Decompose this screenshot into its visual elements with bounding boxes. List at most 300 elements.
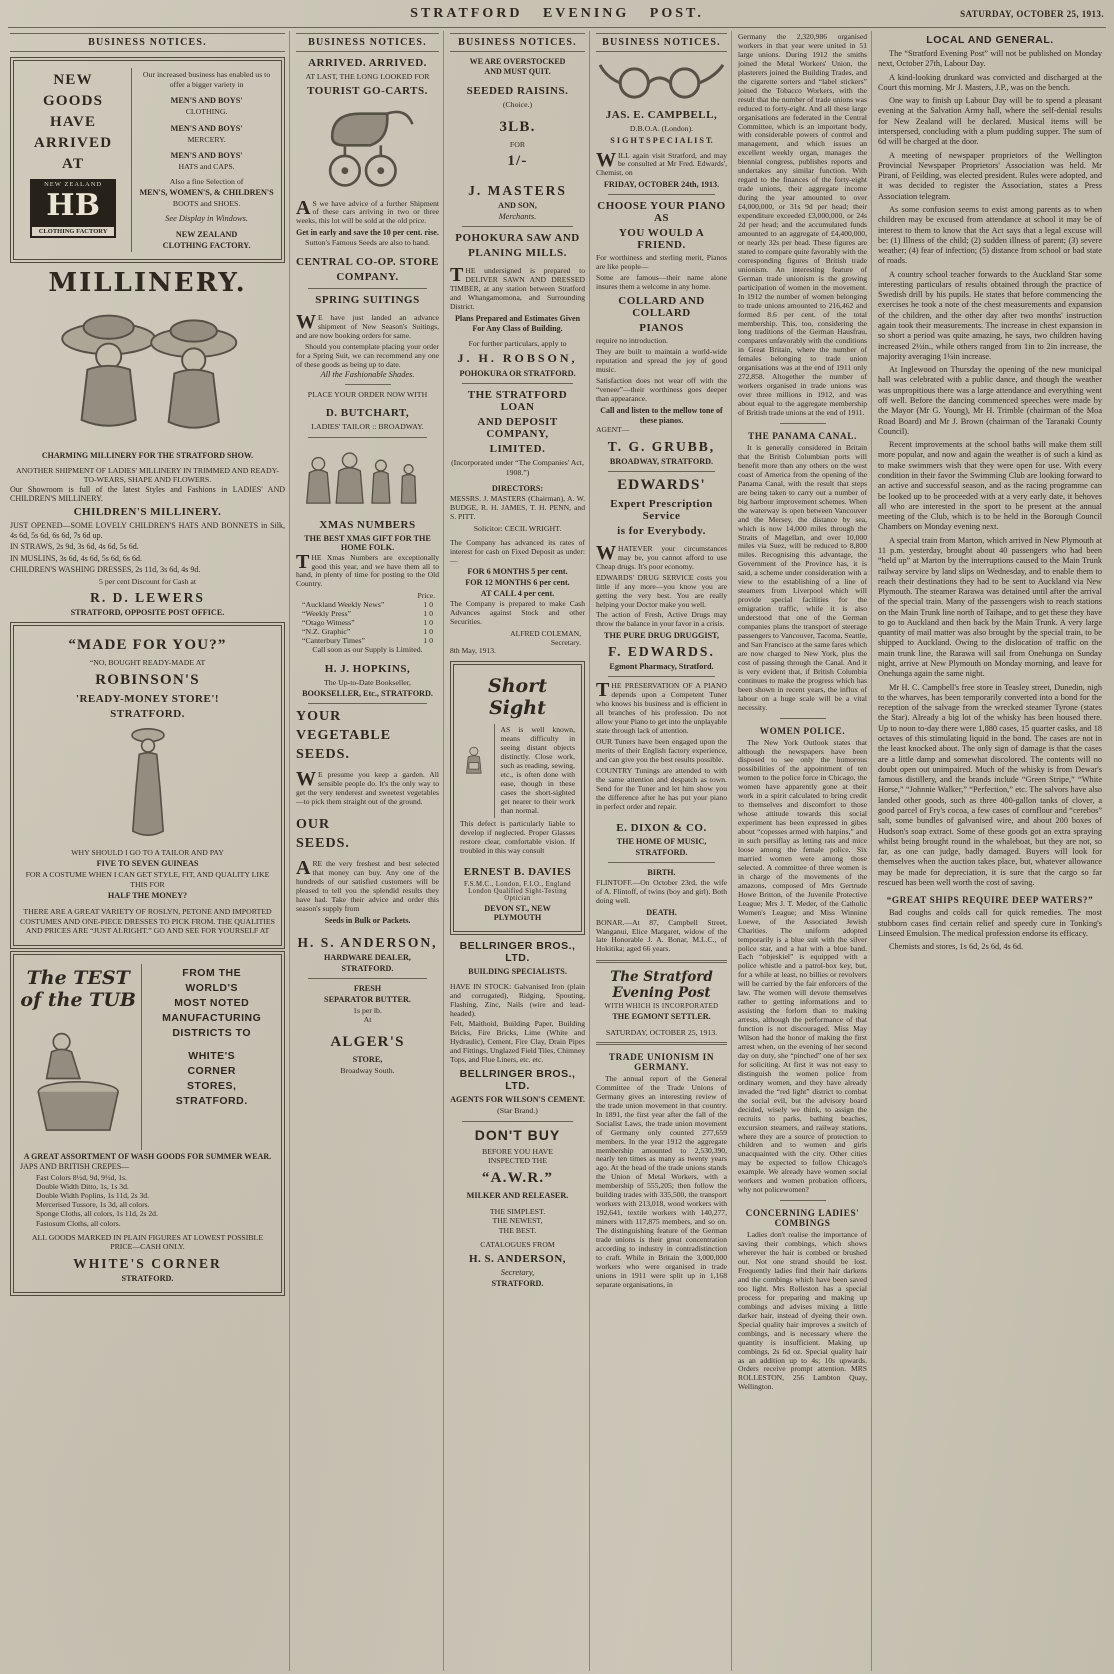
paragraph: AT LAST, THE LONG LOOKED FOR xyxy=(305,72,430,81)
paragraph: Double Width Poplins, 1s 11d, 2s 3d. xyxy=(36,1191,149,1201)
paragraph: A kind-looking drunkard was convicted and discharged at the Court this morning. Mr J. Masters, J.P., was on the bench. xyxy=(878,72,1102,92)
paragraph: THE NEWEST, xyxy=(492,1216,543,1226)
headline: Expert Prescription Service xyxy=(610,497,713,522)
price-value: 1 0 xyxy=(423,618,433,628)
ad-pane-right xyxy=(501,724,576,818)
headline: H. S. ANDERSON, xyxy=(297,934,438,950)
headline: is for Everybody. xyxy=(617,524,706,537)
ad-edwards-pharmacy xyxy=(596,477,727,672)
headline: FIVE TO SEVEN GUINEAS xyxy=(96,859,199,869)
headline: BROADWAY, STRATFORD. xyxy=(609,456,714,466)
paragraph: London Qualified Sight-Testing Optician xyxy=(468,887,567,902)
headline: D. BUTCHART, xyxy=(325,407,410,420)
paragraph: SATURDAY, OCTOBER 25, 1913. xyxy=(605,1028,718,1038)
paragraph: Sponge Cloths, all colors, 1s 11d, 2s 2d. xyxy=(36,1209,158,1219)
paragraph: F.S.M.C., London, F.I.O., England xyxy=(463,880,572,888)
logo-text: HB xyxy=(30,188,116,225)
ad-dixon-tuning xyxy=(596,679,727,857)
price-name: “Auckland Weekly News” xyxy=(302,600,385,610)
spectacles-illustration xyxy=(596,57,727,105)
paragraph: They are built to maintain a world-wide reputation and spread the joy of good music. xyxy=(596,347,727,375)
price-value: 1 0 xyxy=(423,636,433,646)
ad-tourist-gocarts-copy xyxy=(296,196,439,283)
headline: MILLINERY. xyxy=(48,267,247,298)
paragraph: PLACE YOUR ORDER NOW WITH xyxy=(307,389,428,399)
paragraph: THERE ARE A GREAT VARIETY OF ROSLYN, PETONE AND IMPORTED COSTUMES AND ONE-PIECE DRESSES TO PICK FROM. THE QUALITIES AND PRICES ARE “JUST ALRIGHT.” GO AND SEE FOR YOURSELF AT xyxy=(20,907,275,936)
paper-title: STRATFORD EVENING POST. xyxy=(410,6,704,21)
headline: STRATFORD, OPPOSITE POST OFFICE. xyxy=(70,608,225,618)
headline: H. S. ANDERSON, xyxy=(468,1252,567,1265)
headline: COLLARD AND COLLARD xyxy=(618,295,705,320)
logo-text: NEW ZEALAND xyxy=(30,179,116,188)
paragraph: EDWARDS' DRUG SERVICE costs you little if any more—you know you are getting the very best. You are really helping your Doctor make you well. xyxy=(596,572,727,609)
headline: DEATH. xyxy=(646,907,677,917)
tub-top xyxy=(20,964,275,1150)
price-value: 1 0 xyxy=(423,600,433,610)
spacer xyxy=(450,110,585,115)
divider-rule xyxy=(608,862,715,863)
paragraph: This defect is particularly liable to develop if neglected. Proper Glasses restore clear, comfortable vision. If troubled in this way consult xyxy=(460,818,575,855)
ad-spring-suitings xyxy=(296,294,439,379)
paragraph: FOR xyxy=(509,139,526,149)
headline: THE HOME OF MUSIC, xyxy=(616,836,707,846)
paragraph: WHATEVER your circumstances may be, you cannot afford to use Cheap drugs. It's poor economy. xyxy=(596,541,727,571)
article-ladies-combings xyxy=(738,1208,867,1392)
headline: MEN'S AND BOYS' xyxy=(170,123,243,133)
short-sight-body xyxy=(460,724,575,818)
headline: STORE, xyxy=(352,1054,383,1064)
headline: CLOTHING FACTORY. xyxy=(162,240,251,250)
paragraph: (Star Brand.) xyxy=(497,1106,538,1116)
paragraph: Get in early and save the 10 per cent. rise. xyxy=(296,228,439,238)
paragraph: FOR A COSTUME WHEN I CAN GET STYLE, FIT, AND QUALITY LIKE THIS FOR xyxy=(25,870,270,889)
paragraph: THE PRESERVATION OF A PIANO depends upon a Competent Tuner who knows his business and is efficient in all branches of his profession. Do not allow your Piano to get into the unplayable state through lack of attention. xyxy=(596,679,727,736)
headline: MEN'S AND BOYS' xyxy=(170,96,243,105)
whites-copy xyxy=(20,1152,275,1283)
divider-rule xyxy=(308,978,427,979)
headline: AND DEPOSIT COMPANY, xyxy=(477,416,558,441)
headline: THE EGMONT SETTLER. xyxy=(612,1012,711,1022)
price-name: “N.Z. Graphic” xyxy=(302,627,351,637)
headline: BELLRINGER BROS., LTD. xyxy=(459,1068,576,1093)
headline: HARDWARE DEALER, xyxy=(324,952,411,962)
headline: STRATFORD. xyxy=(341,963,394,973)
spacer xyxy=(596,814,727,819)
divider-rule xyxy=(608,194,715,195)
headline: Egmont Pharmacy, Stratford. xyxy=(609,662,714,672)
paragraph: Some are famous—their name alone insures them a welcome in any home. xyxy=(596,273,727,292)
price-value: 1 0 xyxy=(423,627,433,637)
headline: SEEDED RAISINS. xyxy=(466,85,569,97)
spacer xyxy=(296,655,439,660)
headline: NEW xyxy=(53,72,93,88)
ad-nz-clothing-factory xyxy=(13,60,282,260)
spacer xyxy=(296,809,439,814)
paragraph: 5 per cent Discount for Cash at xyxy=(98,576,196,586)
spacer xyxy=(450,477,585,482)
paragraph: At xyxy=(363,1015,372,1025)
clothing-list xyxy=(138,70,275,250)
headline: ARRIVED xyxy=(33,135,113,151)
headline: 1/- xyxy=(507,153,528,169)
headline: “MADE FOR YOU?” xyxy=(68,637,227,654)
paragraph: A meeting of newspaper proprietors of the Wellington Provincial Newspaper Proprietors' Association was held. Mr Pirani, of Feilding, was elected president. Rules were adopted, and it was decided to register the Association, states a Press Association telegram. xyxy=(878,150,1102,201)
divider-rule xyxy=(608,676,715,677)
paragraph: Solicitor: CECIL WRIGHT. xyxy=(473,524,562,534)
headline: SPRING SUITINGS xyxy=(315,293,420,306)
paragraph: CHARMING MILLINERY FOR THE STRATFORD SHOW. xyxy=(41,450,254,460)
headline: WHITE'S xyxy=(188,1049,236,1062)
headline: PLANING MILLS. xyxy=(468,247,567,259)
headline: HALF THE MONEY? xyxy=(107,891,188,901)
ad-great-ships xyxy=(878,895,1102,952)
short-sight-headline xyxy=(460,675,575,719)
business-notices-header xyxy=(10,33,285,52)
paragraph: One way to finish up Labour Day will be to spend a pleasant evening at the Salvation Army hall, where the self-denial results for New Zealand will be declared. Musical items will be interspersed, concluding with a plum pudding supper. The sum of 6d will be charged at the door. xyxy=(878,96,1102,147)
headline: TOURIST GO-CARTS. xyxy=(307,84,428,97)
headline: STRATFORD. xyxy=(121,1273,174,1283)
headline: BUILDING SPECIALISTS. xyxy=(468,966,567,976)
paragraph: WE presume you keep a garden. All sensible people do. It's the only way to get the very tenderest and sweetest vegetables—to pick them straight out of the ground. xyxy=(296,768,439,807)
section-header: BUSINESS NOTICES. xyxy=(596,33,727,52)
divider-rule xyxy=(780,718,826,719)
paragraph: IN MUSLINS, 3s 6d, 4s 6d, 5s 6d, 6s 6d. xyxy=(10,553,143,563)
paragraph: Plans Prepared and Estimates Given For Any Class of Building. xyxy=(454,313,581,333)
ad-grubb-pianos xyxy=(596,200,727,465)
headline: FOR 12 MONTHS 6 per cent. xyxy=(465,578,570,588)
ad-butchart xyxy=(296,390,439,432)
paragraph: ARE the very freshest and best selected that money can buy. Any one of the hundreds of our satisfied customers will be pleased to tell you the splendid results they have had. Take their advice and order this season's supply from xyxy=(296,857,439,913)
ad-pohokura-mills xyxy=(450,232,585,378)
paragraph: Should you contemplate placing your order for a Spring Suit, we can recommend any one of these goods as being up to date. xyxy=(296,341,439,369)
headline: LOCAL AND GENERAL. xyxy=(926,34,1054,46)
headline: E. DIXON & CO. xyxy=(616,821,707,834)
headline: GOODS xyxy=(43,93,104,109)
divider-rule xyxy=(462,383,573,384)
short-sight-copy-top xyxy=(501,726,576,816)
section-header: BUSINESS NOTICES. xyxy=(10,33,285,52)
headline: WORLD'S xyxy=(185,981,239,994)
paragraph: OUR Tuners have been engaged upon the merits of their English factory experience, and can give you the best results possible. xyxy=(596,737,727,764)
price-row xyxy=(296,609,439,618)
paragraph: Chemists and stores, 1s 6d, 2s 6d, 4s 6d. xyxy=(889,942,1024,952)
paragraph: Call soon as our Supply is Limited. xyxy=(312,645,423,655)
price-value: 1 0 xyxy=(423,609,433,619)
spacer xyxy=(460,858,575,863)
headline: STRATFORD. xyxy=(635,847,688,857)
logo-text: CLOTHING FACTORY xyxy=(30,225,116,238)
headline: The Stratford Evening Post xyxy=(610,969,713,1002)
paragraph: WITH WHICH IS INCORPORATED xyxy=(604,1003,719,1011)
paragraph: Fastosum Cloths, all colors. xyxy=(36,1218,121,1228)
paragraph: JAPS AND BRITISH CREPES— xyxy=(20,1161,130,1171)
headline: THE BEST XMAS GIFT FOR THE HOME FOLK. xyxy=(304,533,431,552)
divider-rule xyxy=(462,226,573,227)
paragraph: MESSRS. J. MASTERS (Chairman), A. W. BUDGE, R. H. JAMES, T. H. PENN, and S. PITT. xyxy=(450,494,585,522)
article-trade-unionism xyxy=(596,1052,727,1290)
headline: ALGER'S xyxy=(330,1033,405,1050)
spacer xyxy=(138,117,275,122)
price-row xyxy=(296,627,439,636)
ad-bellringer-cement xyxy=(450,1068,585,1116)
paragraph: Call and listen to the mellow tone of these pianos. xyxy=(600,405,723,425)
price-name: “Weekly Press” xyxy=(302,609,351,619)
headline: ARRIVED. ARRIVED. xyxy=(308,57,427,69)
headline: BOOKSELLER, Etc., STRATFORD. xyxy=(302,689,433,699)
reader-illustration xyxy=(460,728,489,794)
column-1 xyxy=(8,31,290,1671)
headline: ROBINSON'S xyxy=(95,671,200,688)
headline: R. D. LEWERS xyxy=(90,590,205,606)
paragraph: HATS and CAPS. xyxy=(178,162,235,171)
headline: “A.W.R.” xyxy=(481,1169,554,1186)
paragraph: As some confusion seems to exist among parents as to when children may be excused from attendance at school it may be of interest to them to know that the Act says that a legal excuse will be: (1) Illness of the child; (2) sudden illness of parent; (3) severe weather; (4) fear of infection; (5) distance from school or bad state of roads. xyxy=(878,204,1102,266)
paragraph: AGENT— xyxy=(596,424,630,434)
headline: THE PURE DRUG DRUGGIST, xyxy=(604,631,719,641)
paragraph: FLINTOFF.—On October 23rd, the wife of A. Flintoff, of twins (boy and girl). Both doing well. xyxy=(596,877,727,905)
headline: OUR xyxy=(296,817,331,833)
headline: J. MASTERS xyxy=(468,183,567,198)
paragraph: Seeds in Bulk or Packets. xyxy=(324,915,411,925)
headline: POHOKURA OR STRATFORD. xyxy=(459,369,576,379)
headline: DON'T BUY xyxy=(474,1126,561,1143)
paragraph: BOOTS and SHOES. xyxy=(172,199,241,208)
paragraph: The Company is prepared to make Cash Advances against Stock and other Securities. xyxy=(450,599,585,627)
column-4 xyxy=(594,31,732,1671)
headline: CHILDREN'S MILLINERY. xyxy=(73,506,222,519)
paragraph: ALL GOODS MARKED IN PLAIN FIGURES AT LOWEST POSSIBLE PRICE—CASH ONLY. xyxy=(31,1232,264,1252)
spacer xyxy=(450,174,585,179)
new-goods-headline xyxy=(20,72,126,238)
spacer xyxy=(148,1042,275,1047)
paragraph: AS we have advice of a further Shipment of these cars arriving in two or three weeks, this lot will be sold at the old price. xyxy=(296,196,439,226)
headline: EDWARDS' xyxy=(617,476,706,493)
headline: FRESH xyxy=(353,983,382,993)
paragraph: THE BEST. xyxy=(498,1225,537,1235)
paragraph: Also a fine Selection of xyxy=(169,176,244,186)
paragraph: Felt, Maithoid, Building Paper, Building Bricks, Fire Bricks, Lime (White and Hydraulic), Cement, Fire Clay, Drain Pipes and Fittings, Unglazed Field Tiles, Chimney Tops, and Flue Liners, etc. etc. xyxy=(450,1019,585,1065)
paragraph: At Inglewood on Thursday the opening of the new municipal hall was celebrated with a public dance, and though the weather was unpropitious there was a large attendance and everything went off well. Before the dancing commenced speeches were made by the Mayor (Mr G. Young), Mr H. Trimble (chairman of the Moa Road Board) and Mr J. Brown (chairman of the Taranaki County Council). xyxy=(878,365,1102,436)
paragraph: CLOTHING. xyxy=(185,107,228,116)
price-row xyxy=(296,600,439,609)
paragraph: BEFORE YOU HAVE xyxy=(481,1146,554,1156)
headline: “GREAT SHIPS REQUIRE DEEP WATERS?” xyxy=(886,895,1094,906)
paragraph: Mr H. C. Campbell's free store in Teasley street, Dunedin, nigh to the wharves, has been temporarily converted into a bond for the reception of the salvage from the wrecked steamer Tyrone (states the Star). Already a big lot of the whisky has been housed there. Up to noon to-day there were 1,880 cases, 15 quarter casks, and 18 octaves of this stimulating liquid in the bond. The cases are not in the least knocked about. The only sign of damage is that the cases are a little damp and somewhat discolored. The contents will no doubt open out unimpaired. Much of the whisky is from Dewar's famous distillery, and the brands include “Green Stripe,” “White Horse,” “Johnnie Walker,” “Perfection,” etc. The salvors have also landed other goods, such as three 400-gallon tanks of clover, a good parcel of Fry's cocoa, a few cases of cornflour and “cerebos” salt, some bundles of galvanised wire, and about 200 boxes of Hudson's soap extract. Some of these goods got an extra spraying whilst being brought round in the whaleboat, but they are not, so far, as one can judge, badly damaged. Buyers will look for themselves when the auction takes place, but, whatever allowance may be made for depreciation, it is sure that the cargo so far rescued has been well worth the cost of saving. xyxy=(878,682,1102,887)
paragraph: See Display in Windows. xyxy=(165,213,248,223)
spacer xyxy=(296,926,439,931)
robinsons-copy xyxy=(20,848,275,936)
headline: CHOOSE YOUR PIANO AS xyxy=(597,200,726,225)
paragraph: Broadway South. xyxy=(340,1065,395,1075)
paragraph: HAVE IN STOCK: Galvanised Iron (plain and corrugated), Ridging, Spouting, Flashing, Zinc, Nails (wire and lead-headed). xyxy=(450,981,585,1018)
paragraph: MERCERY. xyxy=(187,134,226,144)
spacer xyxy=(138,89,275,94)
headline: Short Sight xyxy=(488,675,547,720)
headline: H. J. HOPKINS, xyxy=(324,662,411,675)
headline: BELLRINGER BROS., LTD. xyxy=(459,939,576,964)
paragraph: Sutton's Famous Seeds are also to hand. xyxy=(305,238,430,248)
paragraph: THE undersigned is prepared to DELIVER SAWN AND DRESSED TIMBER, at any station between Stratford and Whangamomona, and Surrounding District. xyxy=(450,264,585,311)
price-name: “Canterbury Times” xyxy=(302,636,366,646)
headline: ERNEST B. DAVIES xyxy=(463,865,572,878)
headline: HAVE xyxy=(49,114,97,130)
paragraph: Double Width Ditto, 1s, 1s 3d. xyxy=(36,1182,129,1192)
headline: MEN'S, WOMEN'S, & CHILDREN'S xyxy=(139,188,274,197)
paragraph: LADIES' TAILOR :: BROADWAY. xyxy=(311,422,424,432)
ad-millinery-headline xyxy=(10,268,285,298)
paragraph: THE SIMPLEST. xyxy=(489,1206,546,1216)
headline: SEEDS. xyxy=(296,836,350,852)
paragraph: Secretary. xyxy=(550,638,581,648)
headline: DISTRICTS TO xyxy=(172,1026,252,1039)
paragraph: THE Xmas Numbers are exceptionally good this year, and we have them all to hand, in plenty of time for posting to the Old Country. xyxy=(296,550,439,589)
business-notices-header xyxy=(296,33,439,52)
paragraph: AS is well known, means difficulty in seeing distant objects distinctly. Close work, such as reading, sewing, etc., is often done with ease, though in these cases the short-sighted get nearer to their work than normal. xyxy=(500,725,575,815)
millinery-illustration xyxy=(10,302,285,447)
business-notices-header xyxy=(596,33,727,52)
family-illustration xyxy=(296,443,439,515)
headline: TRADE UNIONISM IN GERMANY. xyxy=(608,1051,715,1072)
paragraph: For further particulars, apply to xyxy=(468,338,567,348)
headline: WHITE'S CORNER xyxy=(73,1255,222,1271)
divider-rule xyxy=(308,437,427,438)
divider-rule xyxy=(308,703,427,704)
paragraph: A special train from Marton, which arrived in New Plymouth at 11 p.m. yesterday, brought about 40 passengers who had been “held up” at Marton by the interruptions caused to the Main Trunk railway service by land slips on Wednesday, and to enable them to reach their destinations they had to be sent to Auckland via New Plymouth. The steamer Rarawa was detained until after the arrival of the special train. Many of the passengers wish to reach stations on the Main Trunk line north of Taihape, and to get these they have to go to Auckland and then back by the Main Trunk. A very large quantity of mail matter was also brought by the special train, to be shipped to Auckland. Owing to the dislocation of traffic on the main trunk line, the Rarawa will sail from Onehunga on Sunday night, arrive at New Plymouth on Monday morning, and leave for Onehunga again the same night. xyxy=(878,535,1102,679)
spacer xyxy=(296,248,439,253)
headline: T. G. GRUBB, xyxy=(607,438,716,454)
short-sight-copy xyxy=(460,820,575,922)
paragraph: Merchants. xyxy=(498,212,537,221)
ad-vegetable-seeds xyxy=(296,709,439,973)
column-5 xyxy=(736,31,872,1671)
headline: XMAS NUMBERS xyxy=(319,518,416,531)
ad-tourist-gocarts-head xyxy=(296,57,439,97)
ad-algers-butter xyxy=(296,984,439,1076)
spacer xyxy=(138,223,275,228)
headline: AT CALL 4 per cent. xyxy=(480,589,555,599)
paragraph: 8th May, 1913. xyxy=(450,646,496,656)
ad-millinery-copy xyxy=(10,451,285,618)
issue-date: SATURDAY, OCTOBER 25, 1913. xyxy=(960,9,1104,19)
section-header: BUSINESS NOTICES. xyxy=(296,33,439,52)
paragraph: Bad coughs and colds call for quick remedies. The most stubborn cases find certain relief and speedy cure in Tonking's Linseed Emulsion. The medical profession endorse its efficacy. xyxy=(878,908,1102,938)
headline: AGENTS FOR WILSON'S CEMENT. xyxy=(450,1095,585,1105)
headline: BIRTH. xyxy=(647,867,676,877)
paragraph: D.B.O.A. (London). xyxy=(629,124,694,133)
washtub-illustration xyxy=(20,1016,136,1146)
ad-short-sight xyxy=(453,664,582,931)
paragraph: The annual report of the General Committee of the Trade Unions of Germany gives an interesting review of the trade union movement in that country. In 1891, the first year after the fall of the Socialist Laws, the trade union movement of Germany only counted 277,659 members. In the year 1912 the aggregate membership amounted to 2,530,390, nearly ten times as many as twenty years ago. At the head of the trade unions stands the Union of Metal Workers, with a membership of 555,205; then follow the building trades with 335,500, the transport workers with 213,018, wood workers with 192,641, textile workers with 140,277, miners with 117,875 members, and so on. The distinguishing feature of the German trade unions is their great concentration according to industry in contradistinction to craft. While in Britain the 3,000,000 workers who were organised in trade unions in 1911 were split up in 1,168 separate organisations, in xyxy=(596,1073,727,1289)
headline: SEEDS. xyxy=(296,747,350,763)
headline: STRATFORD. xyxy=(110,707,185,720)
ad-awr-milker xyxy=(450,1127,585,1288)
ad-campbell-optician xyxy=(596,109,727,189)
spacer xyxy=(138,144,275,149)
local-items xyxy=(878,49,1102,888)
headline: CORNER xyxy=(187,1064,236,1077)
headline: CONCERNING LADIES' COMBINGS xyxy=(745,1208,860,1229)
paragraph: All the Fashionable Shades. xyxy=(320,369,415,379)
divider-rule xyxy=(608,471,715,472)
headline: J. H. ROBSON, xyxy=(457,351,578,366)
ad-whites-corner xyxy=(13,954,282,1293)
paragraph: ANOTHER SHIPMENT OF LADIES' MILLINERY IN TRIMMED AND READY-TO-WEARS, SHAPE AND FLOWERS. xyxy=(16,465,279,484)
divider-rule xyxy=(308,288,427,289)
paragraph: It is generally considered in Britain that the British Columbian ports will benefit more than any others on the west coast of America from the opening of the Panama Canal, with the result that steps are being taken to carry out a number of big harbour improvement schemes. When the waterway is open between Vancouver and the Mersey, the distance by sea, which is now 14,000 miles through the Straits of Magellan, and over 10,000 miles via Suez, will be reduced to 8,800 miles. Recognising this advantage, the Government of the Province has, it is said, a scheme under consideration with a view to the establishing of a line of steamers from Liverpool which will provide special facilities for the emigration traffic, while it is also understood that one of the German companies plans the transport of steerage passengers to Vancouver, Tacoma, Seattle, and San Francisco at the same fares which are now charged to New York, plus the cost of passing through the Canal. And it is very evident that, if British Columbia continues to make the progress which has been shown in recent years, the influx of labour on a huge scale will be a vital necessity. xyxy=(738,442,867,712)
section-header: BUSINESS NOTICES. xyxy=(450,33,585,52)
headline: DEVON ST., NEW PLYMOUTH xyxy=(484,903,551,922)
paragraph: Our Showroom is full of the latest Styles and Fashions in LADIES' AND CHILDREN'S MILLINERY. xyxy=(10,484,285,503)
paragraph: IN STRAWS, 2s 9d, 3s 6d, 4s 6d, 5s 6d. xyxy=(10,542,139,552)
headline: SEPARATOR BUTTER. xyxy=(324,994,411,1004)
paragraph: WHY SHOULD I GO TO A TAILOR AND PAY xyxy=(71,847,224,857)
headline: FROM THE xyxy=(182,966,242,979)
paragraph: AND MUST QUIT. xyxy=(484,67,551,76)
paragraph: (Choice.) xyxy=(502,100,533,109)
headline: LIMITED. xyxy=(489,443,546,456)
headline: VEGETABLE xyxy=(296,728,392,744)
price-row xyxy=(296,636,439,645)
ad-pane-left xyxy=(20,68,132,252)
headline: STORES, xyxy=(186,1079,237,1092)
headline: FOR 6 MONTHS 5 per cent. xyxy=(467,567,568,577)
article-women-police xyxy=(738,726,867,1196)
robinsons-headline xyxy=(20,637,275,720)
paragraph: CHILDREN'S WASHING DRESSES, 2s 11d, 3s 6d, 4s 9d. xyxy=(10,565,201,575)
paragraph: The New York Outlook states that although the newspapers have been disposed to see only the humorous possibilities of the appointment of ten women to the police force in Chicago, the women have apparently gone at their work in a spirit calculated to bring credit to themselves and discomfort to those whose attitude towards this social experiment has been expressed in gibes about “copesses armed with hatpins,” and in such persiflay as letting rats and mice loose among the female police. Six married women were among those selected. A committee of three women is in charge of the movements of the amazons, composed of Mrs Gertrude Howe Britton, of the Juvenile Protective League; Mrs J. T. Meder, of the Catholic Women's League; and Miss Winnine Loewe, of the Associated Jewish Charities. The uniform adopted temporarily is a blue suit with the silver police star, and a hat with a blue band. Each “objeskiel” is equipped with a police whistle and a patrol-box key, but, for a while at least, no billies or revolvers will be carried by the fair enforcers of the law. The women will devote themselves rather to getting informations and to assisting the forlorn than to making arrests, although the performance of that function is not discouraged. Miss May Wilson had the honor of making the first arrest when, on the evening of her second day on duty, she “pinched” one of her sex for soliciting. At first it was not easy to distinguish the women police from ordinary women, and they have already invaded the “red light” district to combat the social evil, but the advisory board decided, wisely we think, to assign the recruits to parks, bathing beaches, excursion steamers, and railway stations, where they are a source of protection to children and to women and girls unacquainted with the city. Other cities may be expected to follow Chicago's example. We already have women social workers and women probation officers, why not policewomen? xyxy=(738,737,867,1195)
spacer xyxy=(450,77,585,82)
paragraph: INSPECTED THE xyxy=(488,1156,547,1166)
paper-masthead xyxy=(596,960,727,1045)
paragraph: JUST OPENED—SOME LOVELY CHILDREN'S HATS AND BONNETS in Silk, 4s 6d, 5s 6d, 6s 6d, 7s 6d up. xyxy=(10,521,285,540)
paragraph: The action of Fresh, Active Drugs may throw the balance in your favor in a crisis. xyxy=(596,610,727,629)
columns-container xyxy=(8,31,1106,1671)
headline: CENTRAL CO-OP. STORE xyxy=(296,255,439,268)
ad-robinsons xyxy=(13,625,282,946)
headline: STRATFORD. xyxy=(491,1278,544,1288)
local-and-general-header xyxy=(878,34,1102,46)
paragraph: A country school teacher forwards to the Auckland Star some interesting particulars of results obtained through the practice of Swedish drill by his pupils. He states that before commencing the exercises he took a note of the chest measurements and expansion of the children, and the other day after two months' instruction again took their measurements. The increase in chest expansion in so short a period was quite amazing, he says, two children having increased 2½in., while others ranged from 1in to 2in increase, the majority averaging 1¼in increase. xyxy=(878,269,1102,361)
headline: POHOKURA SAW AND xyxy=(455,232,580,244)
paragraph: “NO, BOUGHT READY-MADE AT xyxy=(89,658,206,668)
paragraph: WE ARE OVERSTOCKED xyxy=(469,57,566,66)
divider-rule xyxy=(780,423,826,424)
paragraph: Mercerised Tussore, 1s 3d, all colors. xyxy=(36,1200,150,1210)
ad-stratford-loan xyxy=(450,389,585,656)
paragraph: Secretary, xyxy=(500,1267,535,1277)
ad-xmas-numbers xyxy=(296,519,439,699)
paragraph: The “Stratford Evening Post” will not be published on Monday next, October 27th, Labour Day. xyxy=(878,49,1102,69)
paragraph: The Up-to-Date Bookseller, xyxy=(324,677,411,687)
ad-pane-right xyxy=(148,964,275,1150)
price-name: “Otago Witness” xyxy=(302,618,355,628)
divider-rule xyxy=(345,384,391,385)
paragraph: A GREAT ASSORTMENT OF WASH GOODS FOR SUMMER WEAR. xyxy=(23,1151,272,1161)
ad-masters-raisins xyxy=(450,57,585,221)
spacer xyxy=(296,1025,439,1030)
headline: AND SON, xyxy=(498,201,537,210)
paragraph: WILL again visit Stratford, and may be consulted at Mr Fred. Edwards', Chemist, on xyxy=(596,148,727,178)
headline: YOU WOULD A FRIEND. xyxy=(618,227,705,252)
whites-address xyxy=(148,967,275,1107)
paragraph: ALFRED COLEMAN, xyxy=(510,629,581,639)
spacer xyxy=(296,399,439,404)
ad-pane-left xyxy=(460,724,495,818)
paragraph: Satisfaction does not wear off with the “veneer”—their worthiness goes deeper than appearance. xyxy=(596,375,727,403)
headline: JAS. E. CAMPBELL, xyxy=(605,109,718,121)
tub-script xyxy=(20,967,136,1011)
ad-bellringer-stock xyxy=(450,940,585,1066)
